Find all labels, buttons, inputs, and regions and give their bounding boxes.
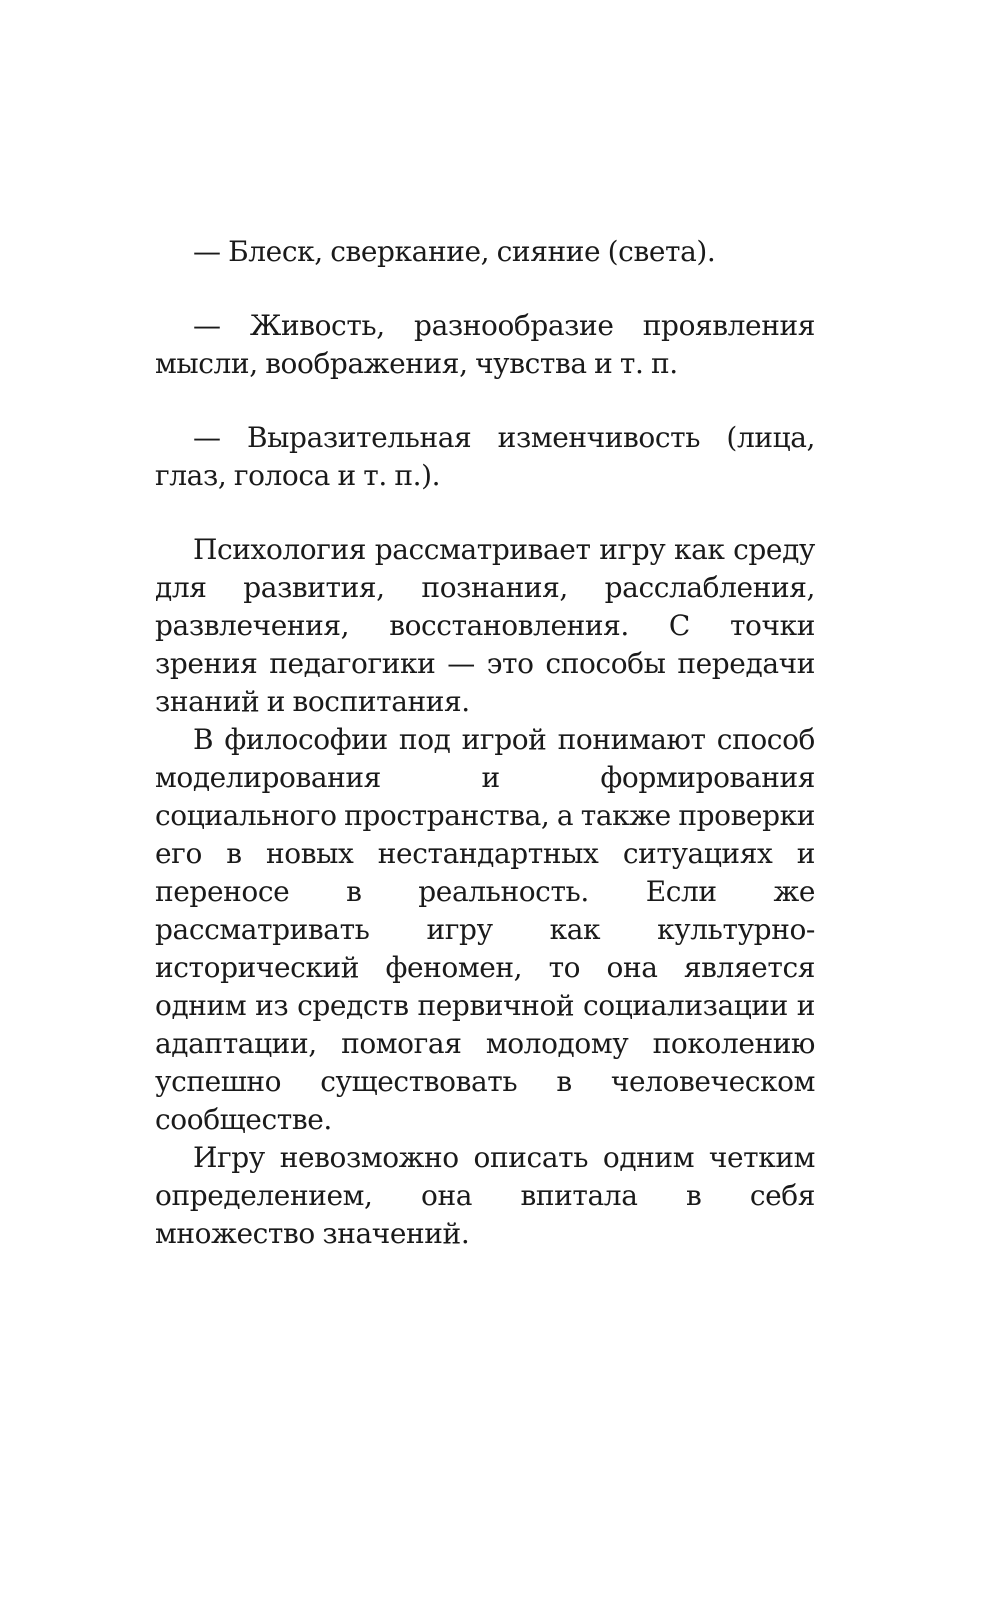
definition-3: — Выразительная изменчивость (лица, глаз, голоса и т. п.). — [155, 421, 815, 492]
page-text — [155, 233, 815, 1253]
paragraph-conclusion: Игру невозможно описать одним четким определением, она впитала в себя множество значений. — [155, 1141, 815, 1250]
definition-2: — Живость, разнообразие проявления мысли, воображения, чувства и т. п. — [155, 309, 815, 380]
paragraph-philosophy: В философии под игрой понимают способ моделирования и формирования социального пространства, а также проверки его в новых нестандартных ситуациях и переносе в реальность. Если же рассматривать игру как культурно-исторический феномен, то она является одним из средств первичной социализации и адаптации, помогая молодому поколению успешно существовать в человеческом сообществе. — [155, 723, 815, 1136]
definition-1: — Блеск, сверкание, сияние (света). — [193, 235, 716, 268]
paragraph-psychology: Психология рассматривает игру как среду для развития, познания, расслабления, развлечения, восстановления. С точки зрения педагогики — это способы передачи знаний и воспитания. — [155, 533, 815, 718]
